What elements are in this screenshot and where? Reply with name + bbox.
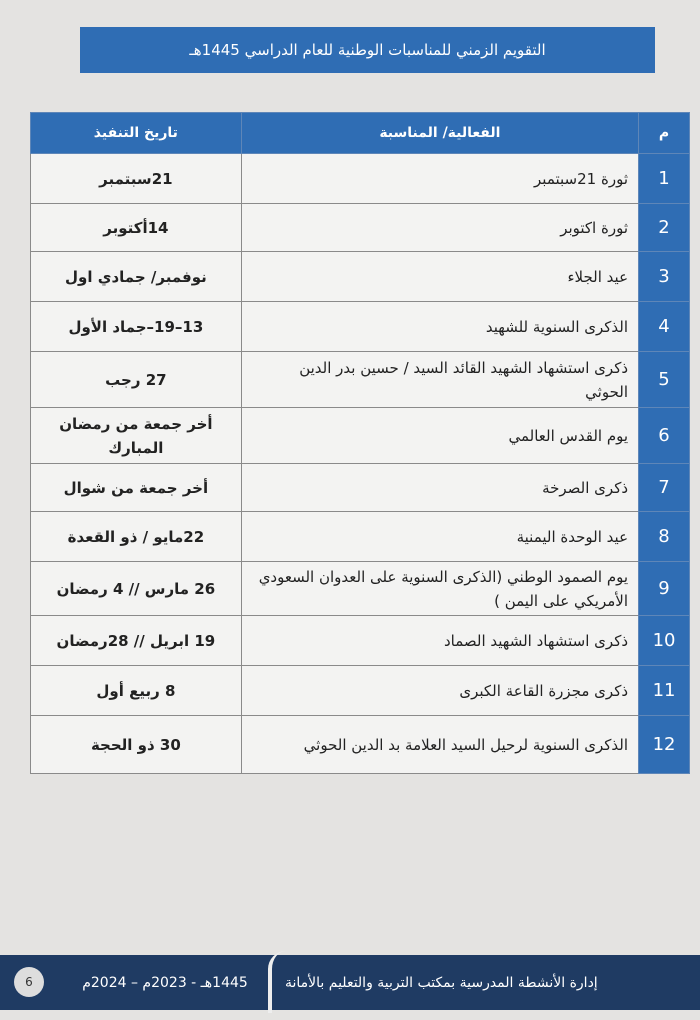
- table-row: [31, 512, 690, 562]
- row-event: ثورة اكتوبر: [241, 204, 638, 252]
- row-event: يوم الصمود الوطني (الذكرى السنوية على العدوان السعودي الأمريكي على اليمن ): [241, 562, 638, 616]
- table-row: [31, 716, 690, 774]
- row-event: يوم القدس العالمي: [241, 408, 638, 464]
- row-number: 4: [639, 302, 690, 352]
- row-date: نوفمبر/ جمادي اول: [31, 252, 242, 302]
- row-date: 30 ذو الحجة: [31, 716, 242, 774]
- table-row: [31, 666, 690, 716]
- row-date: 14أكتوبر: [31, 204, 242, 252]
- table-row: [31, 154, 690, 204]
- row-number: 10: [639, 616, 690, 666]
- row-date: 8 ربيع أول: [31, 666, 242, 716]
- table-row: [31, 252, 690, 302]
- row-event: ذكرى الصرخة: [241, 464, 638, 512]
- row-number: 8: [639, 512, 690, 562]
- table-row: [31, 352, 690, 408]
- row-event: عيد الوحدة اليمنية: [241, 512, 638, 562]
- row-number: 3: [639, 252, 690, 302]
- footer-divider: [268, 951, 286, 1013]
- header-event: الفعالية/ المناسبة: [241, 113, 638, 154]
- row-event: ذكرى استشهاد الشهيد الصماد: [241, 616, 638, 666]
- table-row: [31, 204, 690, 252]
- footer-year: 1445هـ - 2023م – 2024م: [82, 974, 248, 991]
- row-number: 7: [639, 464, 690, 512]
- row-number: 11: [639, 666, 690, 716]
- footer-org: إدارة الأنشطة المدرسية بمكتب التربية والتعليم بالأمانة: [285, 974, 598, 991]
- row-number: 1: [639, 154, 690, 204]
- row-number: 12: [639, 716, 690, 774]
- header-num: م: [639, 113, 690, 154]
- row-event: الذكرى السنوية للشهيد: [241, 302, 638, 352]
- row-event: ثورة 21سبتمبر: [241, 154, 638, 204]
- page-title: التقويم الزمني للمناسبات الوطنية للعام الدراسي 1445هـ: [80, 27, 655, 73]
- table-row: [31, 464, 690, 512]
- header-date: تاريخ التنفيذ: [31, 113, 242, 154]
- row-event: عيد الجلاء: [241, 252, 638, 302]
- row-event: الذكرى السنوية لرحيل السيد العلامة بد الدين الحوثي: [241, 716, 638, 774]
- row-number: 6: [639, 408, 690, 464]
- row-date: 13–19–جماد الأول: [31, 302, 242, 352]
- row-date: 26 مارس // 4 رمضان: [31, 562, 242, 616]
- row-date: 21سبتمبر: [31, 154, 242, 204]
- row-date: أخر جمعة من رمضان المبارك: [31, 408, 242, 464]
- row-date: 22مايو / ذو القعدة: [31, 512, 242, 562]
- row-event: ذكرى استشهاد الشهيد القائد السيد / حسين بدر الدين الحوثي: [241, 352, 638, 408]
- row-number: 2: [639, 204, 690, 252]
- footer: [0, 955, 700, 1010]
- page-number: 6: [14, 967, 44, 997]
- table-row: [31, 408, 690, 464]
- row-number: 5: [639, 352, 690, 408]
- row-event: ذكرى مجزرة القاعة الكبرى: [241, 666, 638, 716]
- table-row: [31, 302, 690, 352]
- row-date: 27 رجب: [31, 352, 242, 408]
- table-row: [31, 616, 690, 666]
- table-row: [31, 562, 690, 616]
- row-date: 19 ابريل // 28رمضان: [31, 616, 242, 666]
- events-table: [30, 112, 690, 774]
- row-date: أخر جمعة من شوال: [31, 464, 242, 512]
- row-number: 9: [639, 562, 690, 616]
